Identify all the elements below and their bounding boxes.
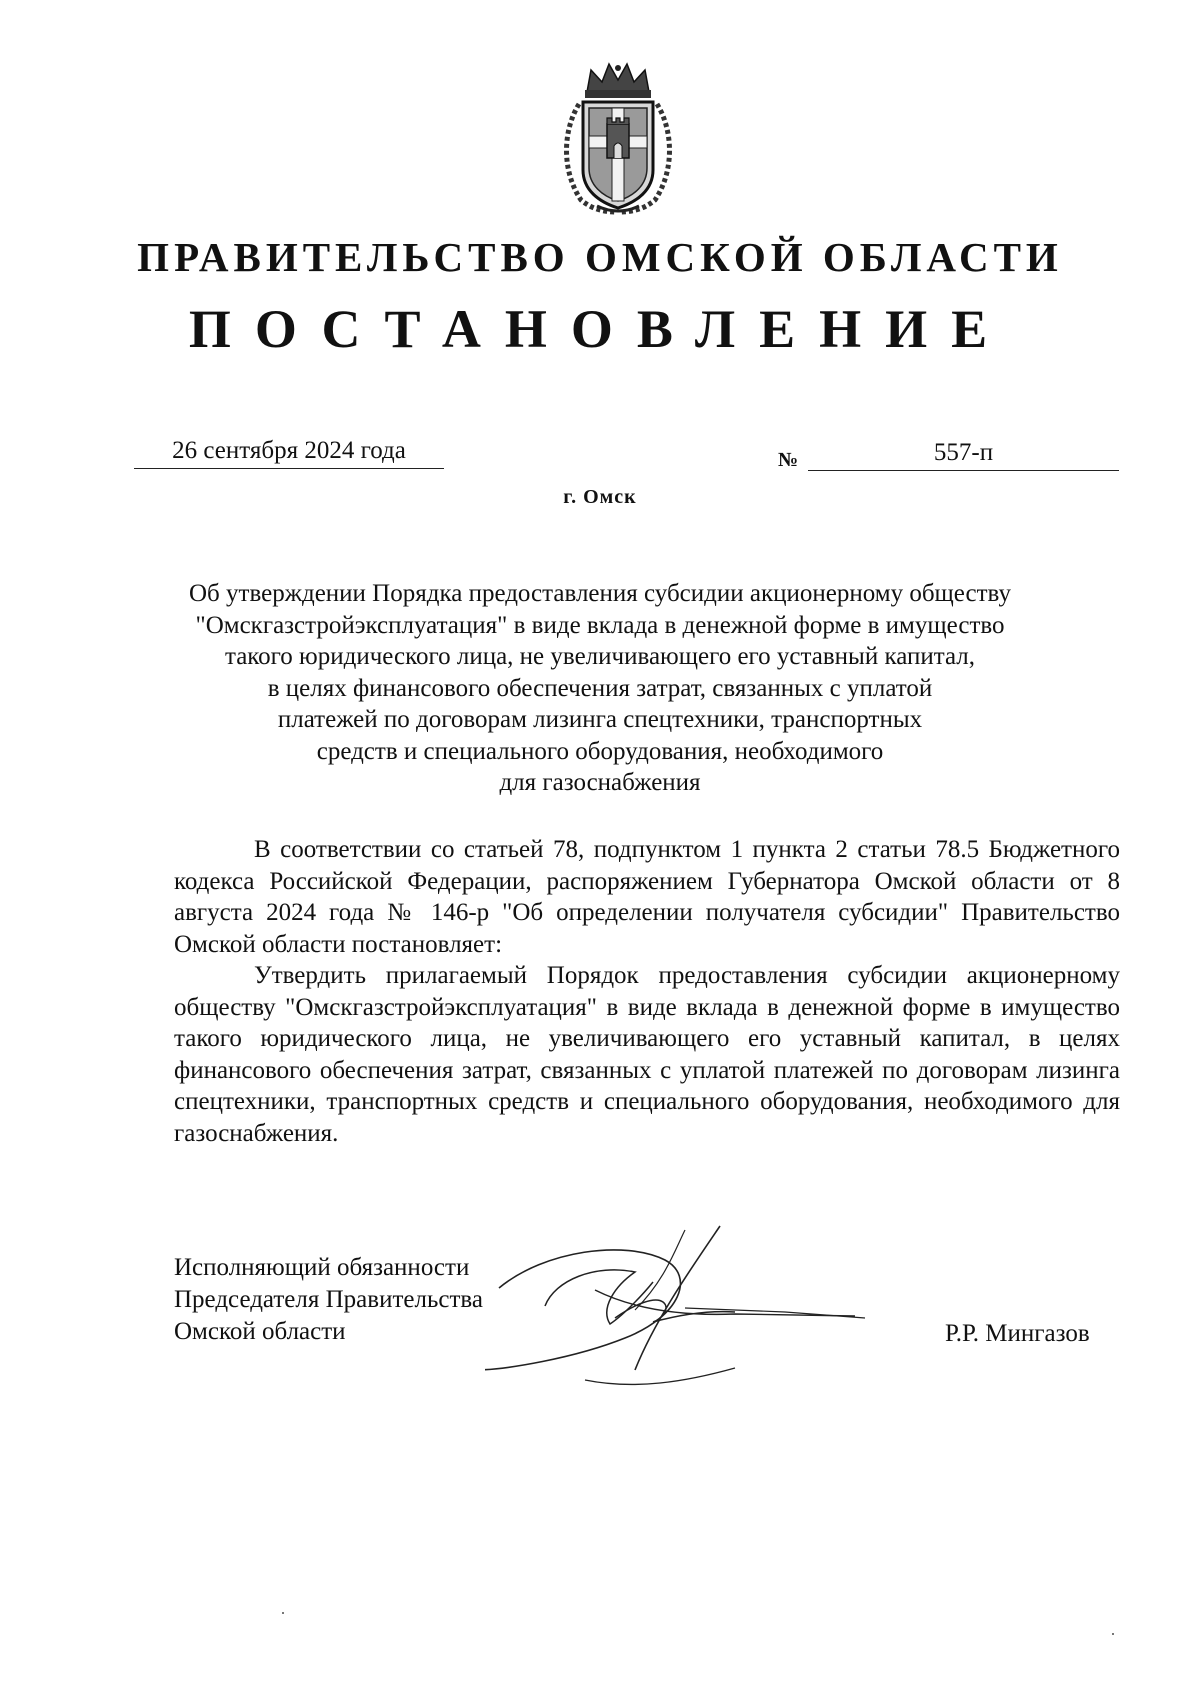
title-line: Об утверждении Порядка предоставления субсидии акционерному обществу bbox=[189, 580, 1011, 607]
signer-position bbox=[174, 1252, 483, 1348]
title-line: платежей по договорам лизинга спецтехники, транспортных bbox=[277, 706, 923, 733]
title-line: средств и специального оборудования, необходимого bbox=[316, 737, 884, 765]
number-sign: № bbox=[778, 449, 799, 471]
signer-position-line: Председателя Правительства bbox=[174, 1286, 483, 1313]
document-date: 26 сентября 2024 года bbox=[134, 434, 444, 469]
scan-speck bbox=[1112, 1633, 1114, 1635]
signer-position-line: Омской области bbox=[174, 1318, 346, 1345]
government-name-heading: ПРАВИТЕЛЬСТВО ОМСКОЙ ОБЛАСТИ bbox=[137, 234, 1063, 280]
coat-of-arms-emblem bbox=[557, 60, 679, 216]
title-line: для газоснабжения bbox=[499, 769, 701, 796]
document-body bbox=[174, 834, 1120, 1149]
document-number: 557-п bbox=[808, 436, 1119, 471]
title-line: такого юридического лица, не увеличивающего его уставный капитал, bbox=[224, 643, 976, 670]
document-type-heading: ПОСТАНОВЛЕНИЕ bbox=[188, 299, 1012, 359]
document-city: г. Омск bbox=[563, 486, 637, 508]
body-paragraph-basis: В соответствии со статьей 78, подпунктом 1 пункта 2 статьи 78.5 Бюджетного кодекса Российской Федерации, распоряжением Губернатора Омской области от 8 августа 2024 года № 146-р "Об определении получателя субсидии" Правительство Омской области постановляет: bbox=[174, 836, 1120, 958]
handwritten-signature bbox=[485, 1220, 955, 1400]
document-title bbox=[150, 578, 1050, 799]
signer-position-line: Исполняющий обязанности bbox=[174, 1254, 470, 1281]
scan-speck bbox=[282, 1612, 284, 1614]
signer-name: Р.Р. Мингазов bbox=[945, 1320, 1090, 1347]
title-line: в целях финансового обеспечения затрат, связанных с уплатой bbox=[267, 674, 933, 702]
title-line: "Омскгазстройэксплуатация" в виде вклада в денежной форме в имущество bbox=[195, 611, 1005, 639]
body-paragraph-resolution: Утвердить прилагаемый Порядок предоставления субсидии акционерному обществу "Омскгазстройэксплуатация" в виде вклада в денежной форме в имущество такого юридического лица, не увеличивающего его уставный капитал, в целях финансового обеспечения затрат, связанных с уплатой платежей по договорам лизинга спецтехники, транспортных средств и специального оборудования, необходимого для газоснабжения. bbox=[174, 962, 1120, 1147]
